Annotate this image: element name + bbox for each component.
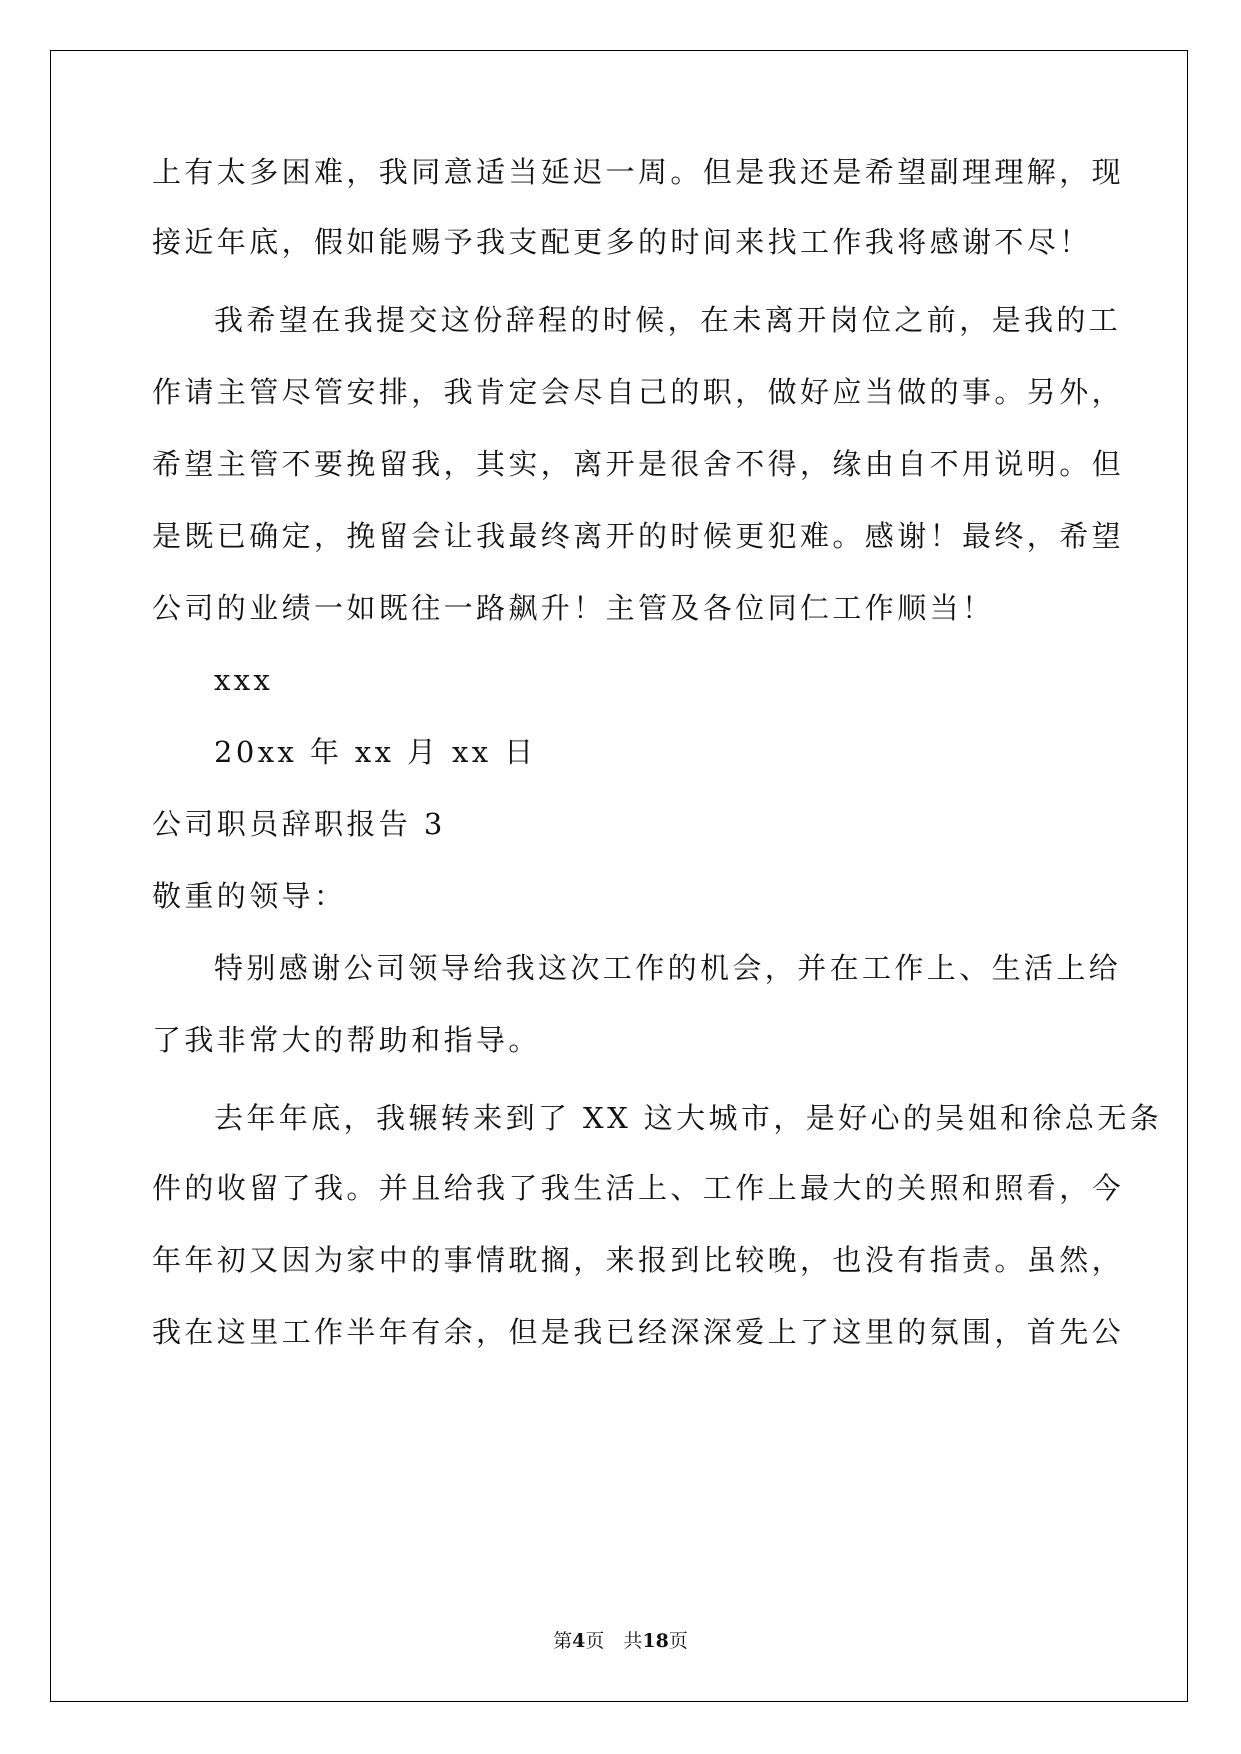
text-line: 接近年底，假如能赐予我支配更多的时间来找工作我将感谢不尽！ <box>152 225 1092 259</box>
signature-name: xxx <box>214 663 274 697</box>
footer-total-pages: 18 <box>642 1630 669 1652</box>
text-line: 去年年底，我辗转来到了 XX 这大城市，是好心的吴姐和徐总无条 <box>214 1101 1163 1135</box>
text-line: 年年初又因为家中的事情耽搁，来报到比较晚，也没有指责。虽然， <box>152 1243 1125 1277</box>
text-line: 作请主管尽管安排，我肯定会尽自己的职，做好应当做的事。另外， <box>152 375 1125 409</box>
section-title: 公司职员辞职报告 3 <box>152 807 446 841</box>
salutation: 敬重的领导： <box>152 879 347 913</box>
page-footer <box>0 1626 1241 1653</box>
footer-mid: 页 共 <box>585 1630 643 1652</box>
footer-suffix: 页 <box>668 1630 688 1652</box>
footer-page-number: 4 <box>572 1630 586 1652</box>
text-line: 我希望在我提交这份辞程的时候，在未离开岗位之前，是我的工 <box>214 303 1122 337</box>
text-line: 是既已确定，挽留会让我最终离开的时候更犯难。感谢！最终，希望 <box>152 519 1125 553</box>
text-line: 上有太多困难，我同意适当延迟一周。但是我还是希望副理理解，现 <box>152 155 1125 189</box>
signature-date: 20xx 年 xx 月 xx 日 <box>214 735 537 769</box>
text-line: 件的收留了我。并且给我了我生活上、工作上最大的关照和照看，今 <box>152 1171 1125 1205</box>
text-line: 特别感谢公司领导给我这次工作的机会，并在工作上、生活上给 <box>214 951 1122 985</box>
text-line: 了我非常大的帮助和指导。 <box>152 1023 541 1057</box>
text-line: 我在这里工作半年有余，但是我已经深深爱上了这里的氛围，首先公 <box>152 1315 1125 1349</box>
text-line: 希望主管不要挽留我，其实，离开是很舍不得，缘由自不用说明。但 <box>152 447 1125 481</box>
footer-prefix: 第 <box>553 1630 573 1652</box>
text-line: 公司的业绩一如既往一路飙升！主管及各位同仁工作顺当！ <box>152 591 995 625</box>
